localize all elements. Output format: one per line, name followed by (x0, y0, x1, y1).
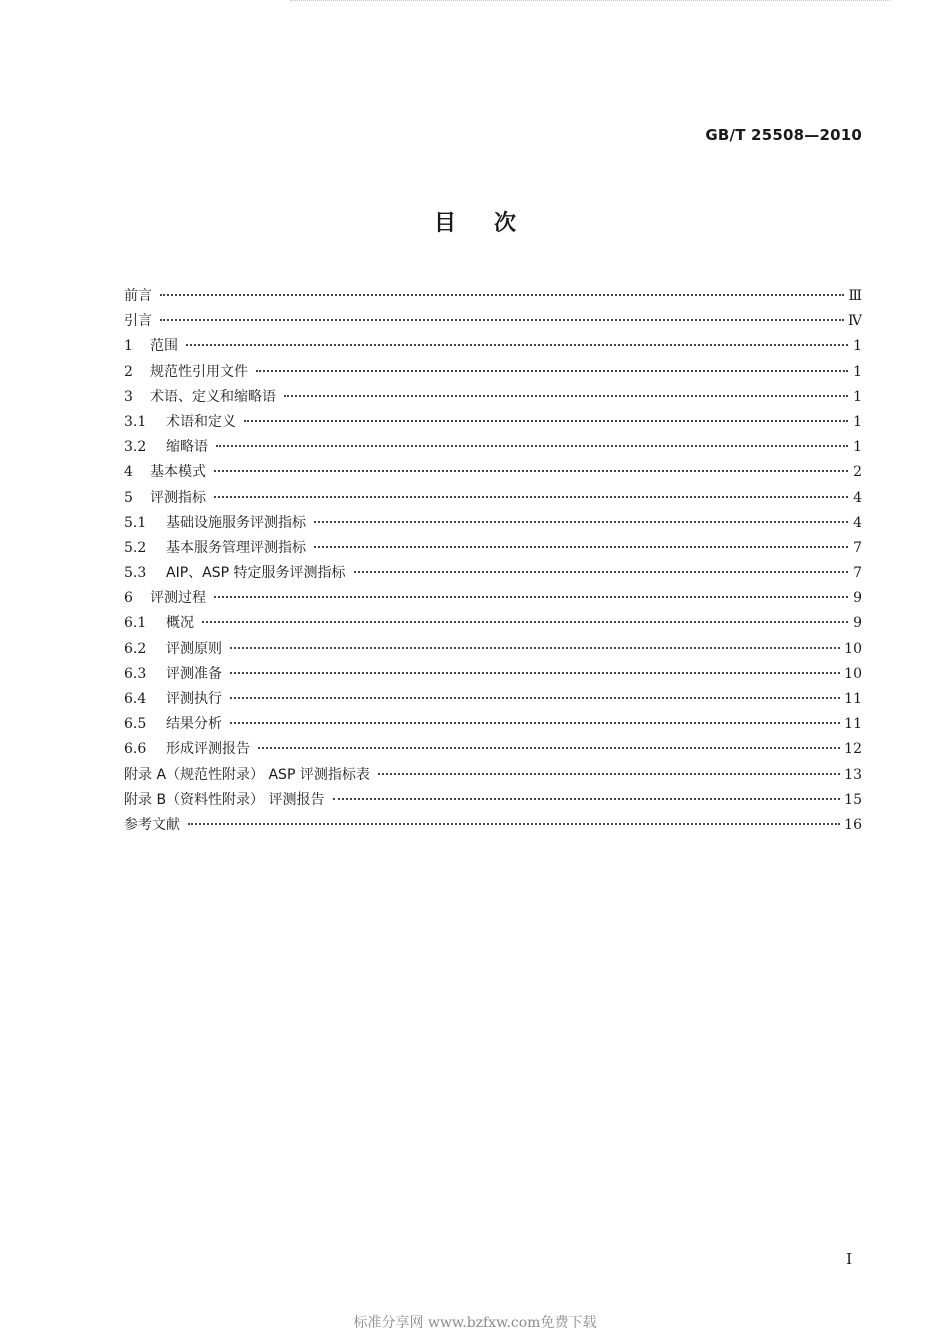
toc-entry-label: 缩略语 (166, 439, 208, 456)
toc-entry-label: 评测原则 (166, 640, 222, 657)
toc-entry-page: 12 (844, 741, 862, 758)
toc-entry[interactable] (124, 437, 862, 462)
toc-entry-number: 6.4 (124, 691, 147, 707)
toc-entry-label: 基本模式 (150, 464, 206, 481)
toc-entry[interactable] (124, 563, 862, 588)
toc-leader-dots (186, 344, 848, 346)
toc-entry-number: 3 (124, 388, 133, 405)
toc-leader-dots (244, 420, 848, 422)
toc-entry[interactable] (124, 815, 862, 840)
toc-entry-number: 5.1 (124, 514, 147, 531)
toc-entry-page: 10 (844, 665, 862, 682)
standard-code: GB/T 25508—2010 (705, 126, 862, 144)
toc-entry-label: 评测指标 (150, 489, 206, 506)
toc-entry[interactable] (124, 311, 862, 336)
toc-entry[interactable] (124, 664, 862, 689)
toc-entry-label: 术语、定义和缩略语 (150, 388, 276, 405)
toc-leader-dots (188, 823, 840, 825)
toc-entry-number: 2 (124, 363, 133, 380)
toc-leader-dots (256, 370, 848, 372)
toc-leader-dots (202, 621, 848, 623)
toc-entry-number: 3.1 (124, 413, 147, 430)
toc-entry-label: 基础设施服务评测指标 (166, 514, 306, 531)
toc-leader-dots (354, 571, 848, 573)
toc-leader-dots (214, 496, 848, 498)
toc-entry-page: Ⅳ (848, 313, 862, 330)
toc-entry-number: 4 (124, 464, 133, 481)
toc-entry-page: 11 (844, 691, 862, 707)
toc-entry[interactable] (124, 462, 862, 487)
toc-entry-page: 1 (853, 388, 862, 405)
toc-entry-page: 9 (853, 615, 862, 632)
toc-entry-label: 术语和定义 (166, 413, 236, 430)
toc-leader-dots (214, 470, 848, 472)
toc-entry[interactable] (124, 488, 862, 513)
toc-entry-page: 11 (844, 716, 862, 733)
page-title: 目次 (433, 211, 554, 236)
table-of-contents (124, 286, 862, 840)
toc-entry-number: 5.3 (124, 565, 147, 582)
toc-entry-page: 9 (853, 590, 862, 607)
toc-entry-label: 参考文献 (124, 816, 180, 833)
toc-entry-number: 6 (124, 590, 133, 607)
toc-entry[interactable] (124, 689, 862, 714)
toc-entry-page: Ⅲ (848, 288, 862, 304)
toc-entry[interactable] (124, 538, 862, 563)
toc-entry-label: 概况 (166, 615, 194, 632)
toc-leader-dots (333, 798, 841, 800)
toc-entry-page: 13 (844, 766, 862, 783)
toc-leader-dots (160, 319, 844, 321)
toc-leader-dots (216, 445, 848, 447)
toc-entry[interactable] (124, 639, 862, 664)
toc-entry[interactable] (124, 613, 862, 638)
toc-entry-page: 1 (853, 439, 862, 456)
toc-leader-dots (230, 647, 840, 649)
toc-entry[interactable] (124, 714, 862, 739)
toc-entry-number: 6.5 (124, 716, 147, 733)
toc-entry-label: 评测过程 (150, 590, 206, 607)
toc-entry-label: 评测执行 (166, 691, 222, 707)
toc-entry-page: 1 (853, 338, 862, 355)
toc-entry-number: 3.2 (124, 439, 147, 456)
toc-entry-number: 6.3 (124, 665, 147, 682)
toc-entry[interactable] (124, 362, 862, 387)
toc-entry[interactable] (124, 739, 862, 764)
toc-entry-label: 形成评测报告 (166, 741, 250, 758)
toc-entry-page: 16 (844, 816, 862, 833)
toc-entry-page: 1 (853, 363, 862, 380)
toc-leader-dots (230, 722, 840, 724)
toc-leader-dots (258, 747, 840, 749)
toc-entry[interactable] (124, 387, 862, 412)
toc-entry[interactable] (124, 765, 862, 790)
toc-entry-label: 评测准备 (166, 665, 222, 682)
footer-watermark: 标准分享网 www.bzfxw.com免费下载 (353, 1315, 597, 1331)
toc-entry-number: 6.2 (124, 640, 147, 657)
toc-entry-number: 5.2 (124, 539, 147, 556)
toc-entry-page: 4 (853, 489, 862, 506)
toc-leader-dots (214, 596, 848, 598)
toc-entry-label: 附录 A（规范性附录） ASP 评测指标表 (124, 766, 370, 783)
toc-entry-number: 5 (124, 489, 133, 506)
toc-entry-page: 4 (853, 514, 862, 531)
toc-entry[interactable] (124, 588, 862, 613)
toc-leader-dots (314, 546, 848, 548)
toc-leader-dots (230, 697, 840, 699)
toc-entry-page: 7 (853, 539, 862, 556)
toc-leader-dots (314, 521, 848, 523)
toc-entry-number: 6.1 (124, 615, 147, 632)
toc-entry-page: 10 (844, 640, 862, 657)
toc-leader-dots (230, 672, 840, 674)
toc-leader-dots (378, 773, 840, 775)
toc-entry[interactable] (124, 513, 862, 538)
toc-entry[interactable] (124, 412, 862, 437)
toc-entry-label: 前言 (124, 288, 152, 304)
scan-artifact (290, 0, 890, 5)
toc-entry-page: 2 (853, 464, 862, 481)
toc-entry-number: 6.6 (124, 741, 147, 758)
toc-leader-dots (284, 395, 848, 397)
toc-entry-page: 7 (853, 565, 862, 582)
toc-entry-label: 规范性引用文件 (150, 363, 248, 380)
toc-entry-label: 引言 (124, 313, 152, 330)
toc-entry-page: 15 (844, 791, 862, 808)
toc-leader-dots (160, 294, 844, 296)
toc-entry-label: 附录 B（资料性附录） 评测报告 (124, 791, 325, 808)
toc-entry[interactable] (124, 790, 862, 815)
page-number: I (846, 1250, 852, 1268)
toc-entry-number: 1 (124, 338, 133, 355)
toc-entry[interactable] (124, 336, 862, 361)
toc-entry-label: AIP、ASP 特定服务评测指标 (166, 565, 346, 582)
toc-entry-page: 1 (853, 413, 862, 430)
toc-entry[interactable] (124, 286, 862, 311)
toc-entry-label: 结果分析 (166, 716, 222, 733)
toc-entry-label: 范围 (150, 338, 178, 355)
toc-entry-label: 基本服务管理评测指标 (166, 539, 306, 556)
